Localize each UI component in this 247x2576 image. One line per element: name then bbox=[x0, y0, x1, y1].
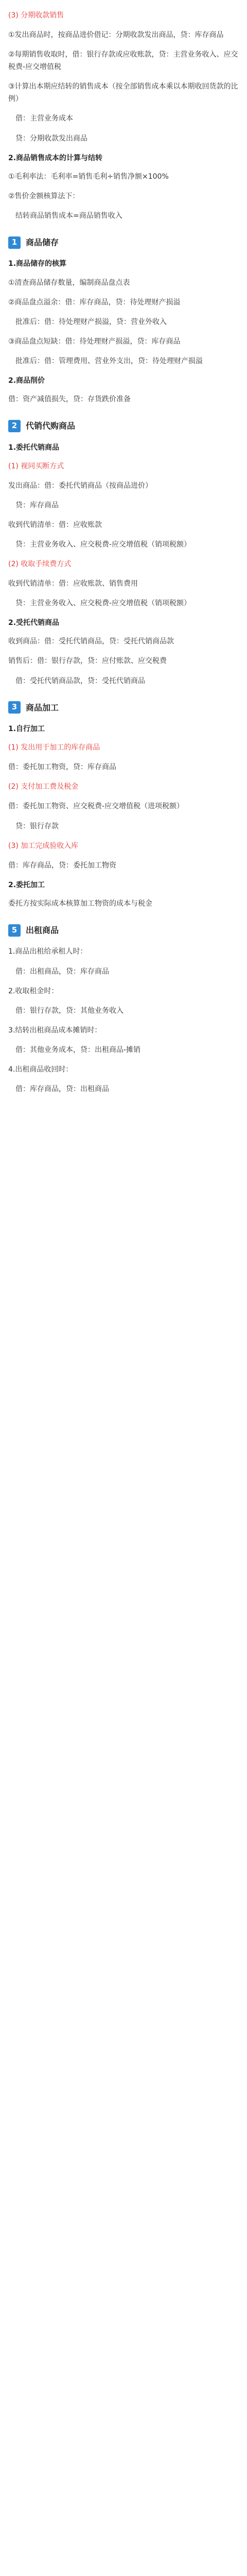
article-page bbox=[0, 0, 247, 1123]
section-line: 收到代销清单：借：应收账款 bbox=[8, 520, 102, 529]
section-line: ③商品盘点短缺：借：待处理财产损溢，贷：库存商品 bbox=[8, 337, 181, 346]
section-line: 贷：主营业务收入、应交税费-应交增值税（销项税额） bbox=[15, 599, 191, 608]
section-line: 借：委托加工物资，贷：库存商品 bbox=[8, 763, 116, 772]
intro-block bbox=[8, 9, 239, 222]
section-line: (3) 加工完成验收入库 bbox=[8, 841, 79, 850]
intro-line: ②售价金额核算法下： bbox=[8, 192, 80, 200]
intro-line: ③计算出本期应结转的销售成本（按全部销售成本乘以本期收回货款的比例） bbox=[8, 82, 238, 104]
section-line: (2) 收取手续费方式 bbox=[8, 560, 72, 569]
section-line: 收到商品：借：受托代销商品，贷：受托代销商品款 bbox=[8, 637, 174, 646]
section-line: 借：出租商品，贷：库存商品 bbox=[15, 967, 109, 976]
section-title: 代销代购商品 bbox=[26, 421, 76, 431]
section-line: 1.委托代销商品 bbox=[8, 443, 60, 452]
section-line: 2.委托加工 bbox=[8, 880, 45, 889]
section-line: 3.结转出租商品成本摊销时： bbox=[8, 1026, 102, 1035]
section-number-badge: 2 bbox=[8, 420, 21, 432]
section-line: 1.商品出租给承租人时： bbox=[8, 947, 87, 956]
section-body bbox=[8, 723, 239, 910]
section-header bbox=[8, 701, 239, 715]
section-title: 商品加工 bbox=[26, 702, 59, 713]
intro-line: 2.商品销售成本的计算与结转 bbox=[8, 154, 103, 162]
section-line: 借：委托加工物资、应交税费-应交增值税（进项税额） bbox=[8, 802, 184, 811]
section-header bbox=[8, 923, 239, 938]
section-line: 销售后：借：银行存款，贷：应付账款、应交税费 bbox=[8, 657, 167, 666]
section-header bbox=[8, 235, 239, 250]
section-line: ②商品盘点溢余：借：库存商品，贷：待处理财产损溢 bbox=[8, 298, 181, 307]
section-title: 商品储存 bbox=[26, 237, 59, 247]
section-line: 2.收取租金时： bbox=[8, 987, 59, 995]
section-number-badge: 1 bbox=[8, 236, 21, 249]
section-line: 收到代销清单：借：应收账款、销售费用 bbox=[8, 580, 138, 588]
section-body bbox=[8, 945, 239, 1095]
section-line: 发出商品：借：委托代销商品（按商品进价） bbox=[8, 481, 152, 490]
intro-line: ①毛利率法：毛利率=销售毛利÷销售净额×100% bbox=[8, 172, 169, 181]
section-line: 委托方按实际成本核算加工物资的成本与税金 bbox=[8, 899, 152, 908]
section-title: 出租商品 bbox=[26, 925, 59, 935]
section-line: 1.商品储存的核算 bbox=[8, 260, 67, 268]
intro-line: ②每期销售收取时，借：银行存款或应收账款，贷：主营业务收入、应交税费-应交增值税 bbox=[8, 50, 238, 72]
section-line: 借：资产减值损失，贷：存货跌价准备 bbox=[8, 395, 131, 403]
section-body bbox=[8, 442, 239, 687]
section-line: 批准后：借：待处理财产损溢，贷：营业外收入 bbox=[15, 317, 167, 326]
section-line: 2.受托代销商品 bbox=[8, 619, 60, 628]
section-line: 贷：主营业务收入、应交税费-应交增值税（销项税额） bbox=[15, 540, 191, 549]
section-number-badge: 5 bbox=[8, 924, 21, 937]
section-header bbox=[8, 419, 239, 433]
section-line: 借：其他业务成本，贷：出租商品-摊销 bbox=[15, 1045, 141, 1054]
section-line: (1) 发出用于加工的库存商品 bbox=[8, 743, 100, 752]
section-line: 借：银行存款，贷：其他业务收入 bbox=[15, 1006, 123, 1015]
section-line: 1.自行加工 bbox=[8, 725, 45, 734]
section-line: (1) 视同买断方式 bbox=[8, 462, 64, 470]
section-line: 贷：银行存款 bbox=[15, 822, 59, 831]
section-line: 借：受托代销商品款，贷：受托代销商品 bbox=[15, 676, 145, 685]
section-line: (2) 支付加工费及税金 bbox=[8, 783, 79, 791]
intro-line: (3) 分期收款销售 bbox=[8, 11, 64, 20]
section-line: ①清查商品储存数量，编制商品盘点表 bbox=[8, 278, 130, 287]
section-line: 2.商品削价 bbox=[8, 376, 45, 385]
section-number-badge: 3 bbox=[8, 701, 21, 714]
section-line: 4.出租商品收回时： bbox=[8, 1065, 73, 1074]
section-line: 批准后：借：管理费用、营业外支出，贷：待处理财产损溢 bbox=[15, 357, 203, 365]
intro-line: ①发出商品时，按商品进价借记：分期收款发出商品，贷：库存商品 bbox=[8, 31, 224, 40]
intro-line: 借：主营业务成本 bbox=[15, 114, 73, 123]
section-line: 借：库存商品，贷：出租商品 bbox=[15, 1084, 109, 1093]
section-line: 借：库存商品，贷：委托加工物资 bbox=[8, 861, 116, 870]
section-line: 贷：库存商品 bbox=[15, 501, 59, 510]
section-body bbox=[8, 258, 239, 405]
intro-line: 结转商品销售成本=商品销售收入 bbox=[15, 211, 122, 220]
intro-line: 贷：分期收款发出商品 bbox=[15, 134, 87, 143]
